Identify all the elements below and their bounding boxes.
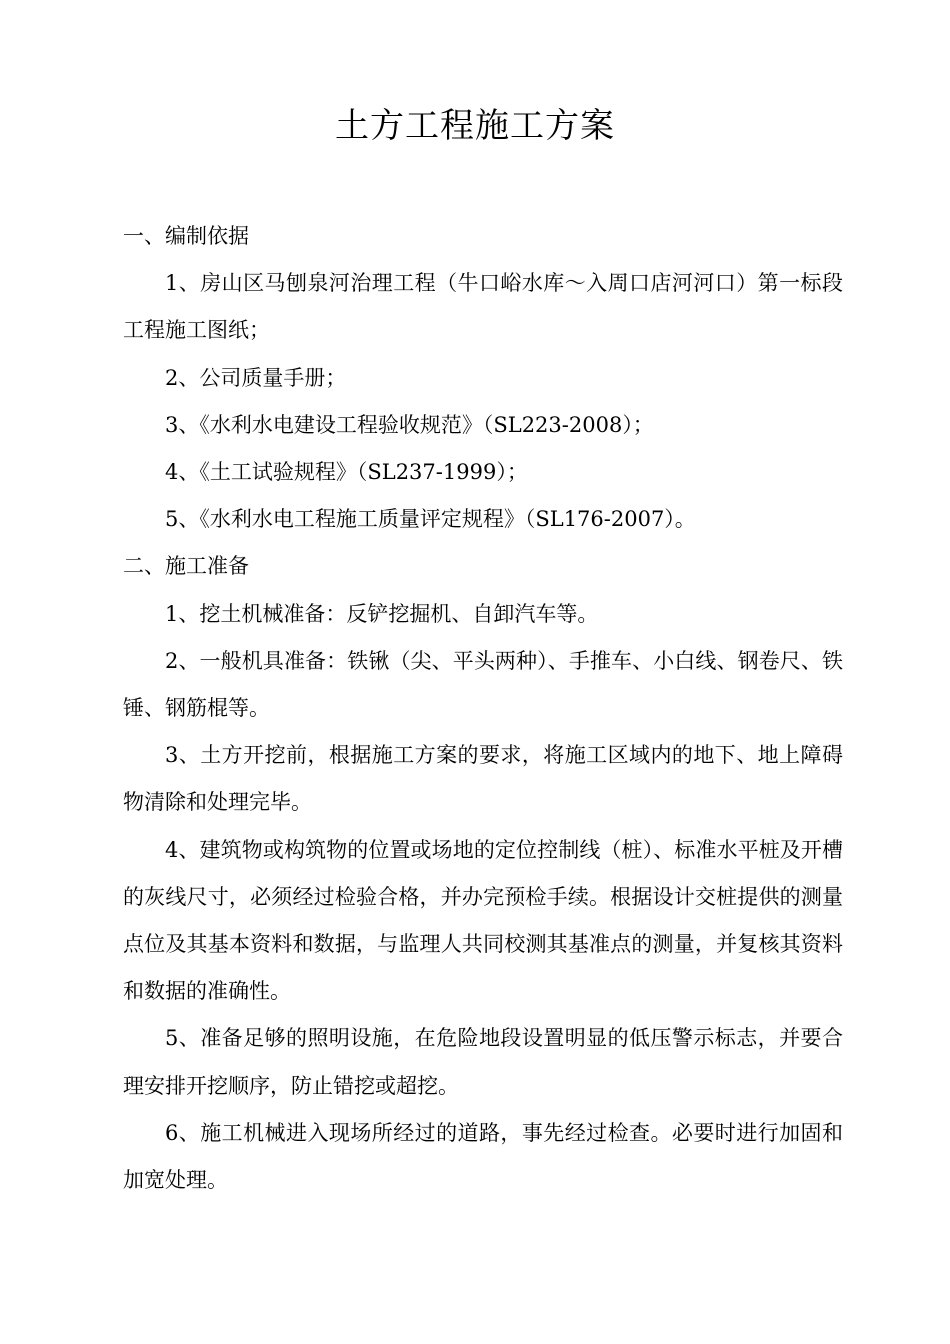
basis-item-2: 2、公司质量手册；	[165, 365, 347, 390]
section-heading-basis: 一、编制依据	[123, 224, 249, 248]
section-heading-preparation: 二、施工准备	[123, 554, 249, 579]
preparation-item-5: 5、准备足够的照明设施，在危险地段设置明显的低压警示标志，并要合理安排开挖顺序，防止错挖或超挖。	[123, 1026, 843, 1098]
preparation-item-4: 4、建筑物或构筑物的位置或场地的定位控制线（桩）、标准水平桩及开槽的灰线尺寸，必须经过检验合格，并办完预检手续。根据设计交桩提供的测量点位及其基本资料和数据，与监理人共同校测其基准点的测量，并复核其资料和数据的准确性。	[123, 837, 843, 1004]
basis-item-5: 5、《水利水电工程施工质量评定规程》（SL176-2007）。	[165, 507, 696, 532]
preparation-item-2: 2、一般机具准备：铁锹（尖、平头两种）、手推车、小白线、钢卷尺、铁锤、钢筋棍等。	[123, 648, 843, 721]
document-body	[123, 213, 843, 1204]
basis-item-4: 4、《土工试验规程》（SL237-1999）；	[165, 460, 528, 485]
document-title: 土方工程施工方案	[335, 106, 615, 146]
basis-item-1: 1、房山区马刨泉河治理工程（牛口峪水库～入周口店河河口）第一标段工程施工图纸；	[123, 271, 843, 343]
preparation-item-6: 6、施工机械进入现场所经过的道路，事先经过检查。必要时进行加固和加宽处理。	[123, 1120, 843, 1193]
preparation-item-3: 3、土方开挖前，根据施工方案的要求，将施工区域内的地下、地上障碍物清除和处理完毕。	[123, 743, 843, 815]
basis-item-3: 3、《水利水电建设工程验收规范》（SL223-2008）；	[165, 412, 654, 437]
preparation-item-1: 1、挖土机械准备：反铲挖掘机、自卸汽车等。	[165, 601, 599, 626]
